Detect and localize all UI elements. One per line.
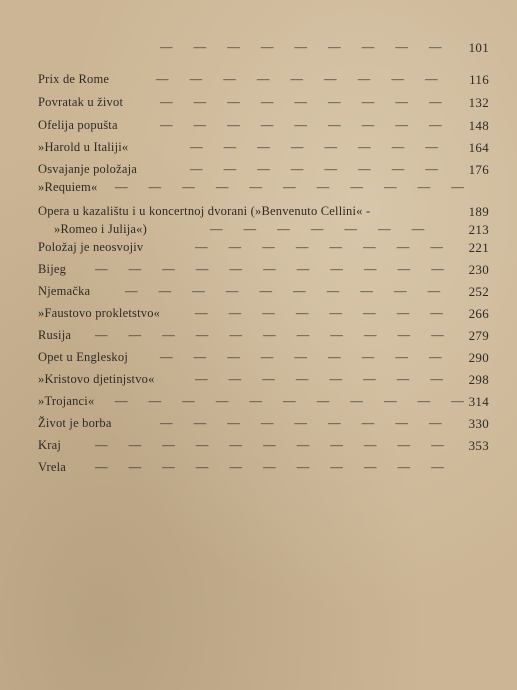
toc-entry [0,372,517,392]
leader-dashes: — — — — — — — — — — — [95,328,444,342]
toc-entry [0,95,517,115]
chapter-title: Bijeg [38,262,67,276]
page-number: 290 [468,350,489,365]
toc-entry [0,306,517,326]
page-number: 279 [468,328,489,343]
toc-entry [0,72,517,92]
leader-dashes: — — — — — — — — — — [125,284,441,298]
page-number: 148 [468,118,489,133]
page-number: 221 [468,240,489,255]
toc-entry [0,438,517,458]
page-number: 213 [468,222,489,237]
leader-dashes: — — — — — — — — — [156,72,438,86]
chapter-title: Rusija [38,328,72,342]
chapter-title: »Kristovo djetinjstvo« [38,372,155,386]
toc-entry [0,284,517,304]
chapter-title: Opet u Engleskoj [38,350,128,364]
page-number: 314 [468,394,489,409]
leader-dashes: — — — — — — — [210,222,425,236]
chapter-title: Osvajanje položaja [38,162,138,176]
toc-entry [0,240,517,260]
chapter-title: Život je borba [38,416,112,430]
toc-entry [0,40,517,60]
toc-entry [0,262,517,282]
toc-entry [0,180,517,200]
chapter-title: Prix de Rome [38,72,110,86]
page-number: 101 [468,40,489,55]
chapter-title: Vrela [38,460,67,474]
toc-entry [0,394,517,414]
page-number: 230 [468,262,489,277]
leader-dashes: — — — — — — — — — — — [95,438,444,452]
toc-entry [0,416,517,436]
page-number: 298 [468,372,489,387]
leader-dashes: — — — — — — — — — [160,118,442,132]
chapter-title: Ofelija popušta [38,118,118,132]
leader-dashes: — — — — — — — — [195,372,443,386]
leader-dashes: — — — — — — — — [190,162,438,176]
page-number: 176 [468,162,489,177]
leader-dashes: — — — — — — — — — [160,95,442,109]
chapter-title: »Trojanci« [38,394,95,408]
leader-dashes: — — — — — — — — [195,306,443,320]
leader-dashes: — — — — — — — — — — — [115,394,464,408]
chapter-title: Kraj [38,438,62,452]
toc-entry [0,204,517,224]
toc-entry [0,460,517,480]
chapter-title: Opera u kazalištu i u koncertnoj dvorani (»Benvenuto Cellini« - [38,204,371,218]
chapter-title: »Romeo i Julija«) [54,222,147,236]
page-number: 116 [469,72,489,87]
toc-entry [0,140,517,160]
toc-entry [0,222,517,242]
leader-dashes: — — — — — — — — — [160,40,442,54]
page-number: 132 [468,95,489,110]
page-number: 266 [468,306,489,321]
chapter-title: »Harold u Italiji« [38,140,129,154]
leader-dashes: — — — — — — — — — — — [95,262,444,276]
leader-dashes: — — — — — — — — — — — [115,180,464,194]
chapter-title: Povratak u život [38,95,124,109]
page-number: 252 [468,284,489,299]
chapter-title: Položaj je neosvojiv [38,240,144,254]
chapter-title: »Requiem« [38,180,98,194]
page-number: 164 [468,140,489,155]
leader-dashes: — — — — — — — — [190,140,438,154]
leader-dashes: — — — — — — — — — [160,416,442,430]
chapter-title: »Faustovo prokletstvo« [38,306,161,320]
leader-dashes: — — — — — — — — — [160,350,442,364]
toc-entry [0,118,517,138]
page-number: 353 [468,438,489,453]
page-number: 189 [468,204,489,219]
toc-entry [0,328,517,348]
toc-entry [0,350,517,370]
chapter-title: Njemačka [38,284,91,298]
leader-dashes: — — — — — — — — [195,240,443,254]
toc-entry [0,162,517,182]
leader-dashes: — — — — — — — — — — — [95,460,444,474]
page-number: 330 [468,416,489,431]
